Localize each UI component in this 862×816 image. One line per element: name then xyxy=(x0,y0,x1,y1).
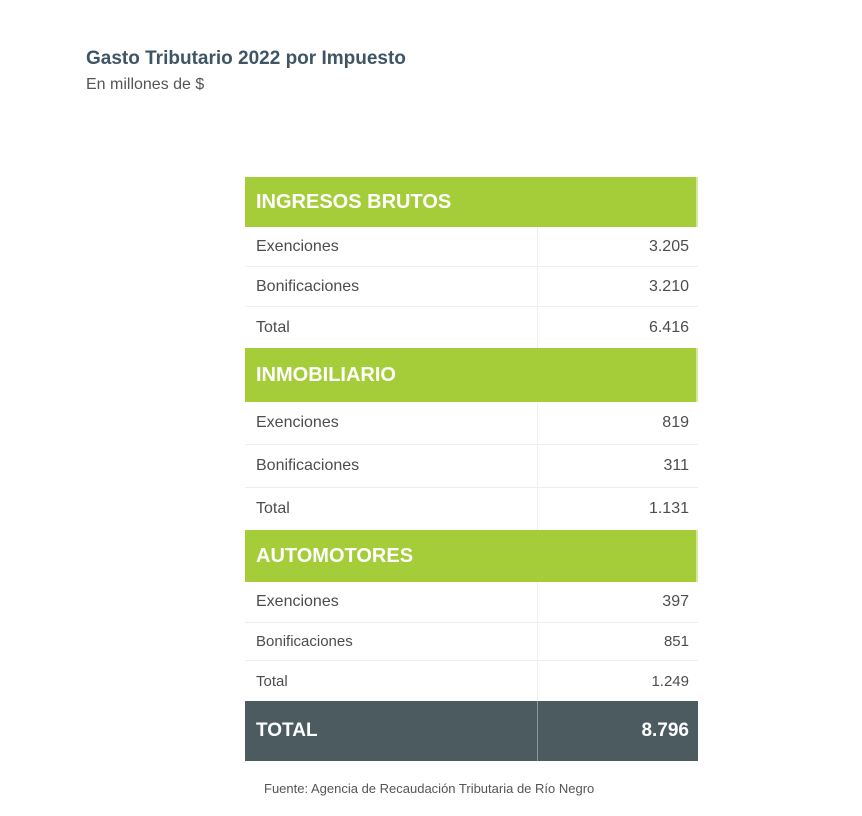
row-value: 819 xyxy=(662,414,689,431)
row-label: Bonificaciones xyxy=(245,623,538,660)
table-row xyxy=(245,582,698,623)
row-label: Total xyxy=(245,661,538,701)
section-header-automotores: AUTOMOTORES xyxy=(245,530,698,582)
row-value: 311 xyxy=(663,457,689,474)
table-row xyxy=(245,227,698,267)
grand-total-label: TOTAL xyxy=(245,701,538,761)
table-row xyxy=(245,402,698,445)
row-label: Exenciones xyxy=(245,582,538,622)
page-subtitle: En millones de $ xyxy=(86,76,205,93)
table-row xyxy=(245,445,698,488)
table-row xyxy=(245,488,698,530)
tax-expenditure-table xyxy=(245,177,698,761)
section-header-ingresos-brutos: INGRESOS BRUTOS xyxy=(245,177,698,227)
row-label: Exenciones xyxy=(245,402,538,444)
grand-total-row xyxy=(245,701,698,761)
row-value: 3.210 xyxy=(648,277,689,295)
page-title: Gasto Tributario 2022 por Impuesto xyxy=(86,48,406,69)
row-label: Bonificaciones xyxy=(245,267,538,306)
table-row xyxy=(245,623,698,661)
table-row xyxy=(245,307,698,348)
section-header-inmobiliario: INMOBILIARIO xyxy=(245,348,698,402)
row-label: Bonificaciones xyxy=(245,445,538,487)
row-value: 851 xyxy=(663,633,689,650)
row-value: 397 xyxy=(662,593,689,610)
row-value: 3.205 xyxy=(648,237,689,255)
source-note: Fuente: Agencia de Recaudación Tributaria de Río Negro xyxy=(264,781,595,796)
grand-total-value: 8.796 xyxy=(641,720,689,741)
table-row xyxy=(245,661,698,701)
table-row xyxy=(245,267,698,307)
row-label: Exenciones xyxy=(245,227,538,266)
row-value: 6.416 xyxy=(648,318,689,336)
row-value: 1.249 xyxy=(651,672,689,690)
row-label: Total xyxy=(245,488,538,530)
row-value: 1.131 xyxy=(648,500,689,517)
row-label: Total xyxy=(245,307,538,348)
